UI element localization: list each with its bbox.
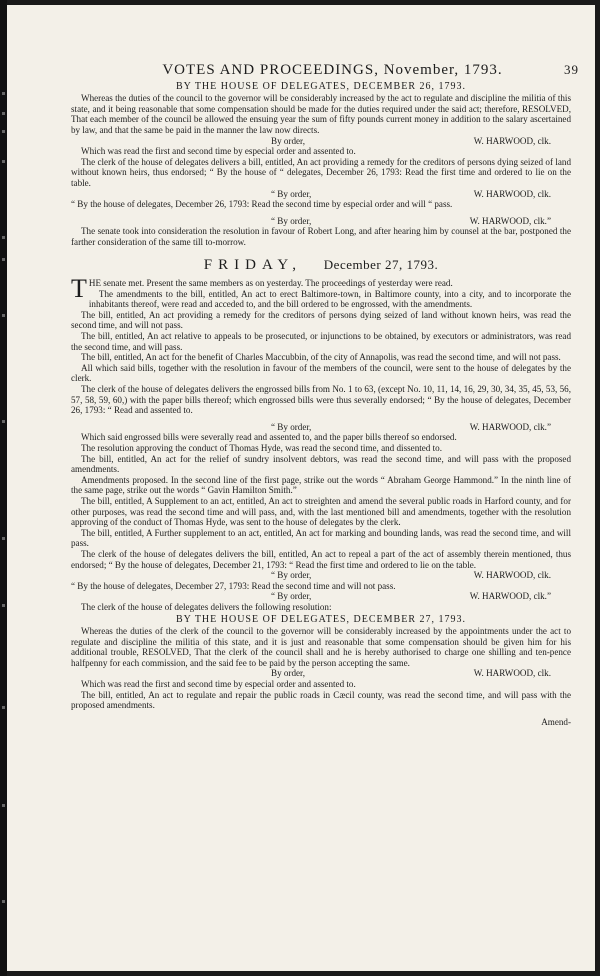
signature-line: [71, 136, 571, 147]
day-date: December 27, 1793.: [323, 256, 439, 272]
paragraph: The senate took into consideration the resolution in favour of Robert Long, and after hearing him by counsel at the bar, postponed the farther consideration of the same till to-morrow.: [71, 226, 571, 247]
signature-line: [71, 591, 571, 602]
paragraph: The resolution approving the conduct of Thomas Hyde, was read the second time, and dissented to.: [81, 443, 442, 453]
paragraph: The clerk of the house of delegates delivers the engrossed bills from No. 1 to 63, (except No. 10, 11, 14, 16, 29, 30, 34, 35, 45, 53, 56, 57, 58, 59, 60,) with the paper bills thereof; which engrossed bills were thus severally endorsed; “ By the house of delegates, December 26, 1793: “ Read and assented to.: [71, 384, 571, 416]
paragraph: “ By the house of delegates, December 27, 1793: Read the second time and will not pass.: [71, 580, 396, 591]
signature-line: [71, 189, 571, 200]
signature-line: [71, 216, 571, 227]
paragraph: Which was read the first and second time by especial order and assented to.: [81, 679, 356, 690]
scan-edge: [0, 0, 7, 976]
paragraph: The bill, entitled, A Further supplement to an act, entitled, An act for marking and bounding lands, was read the second time, and will pass.: [71, 527, 571, 549]
paragraph: The amendments to the bill, entitled, An act to erect Baltimore-town, in Baltimore county, into a city, and to incorporate the inhabitants thereof, were read and acceded to, and the bill ordered to be engrossed, with the amendments.: [88, 288, 571, 310]
sign-right: W. HARWOOD, clk.”: [469, 591, 551, 602]
catchword: Amend-: [541, 716, 571, 727]
running-header: [71, 62, 579, 78]
paragraph: Whereas the duties of the clerk of the council to the governor will be considerably increased by the appointments under the act to regulate and discipline the militia of this state, and it is just and reasonable that some compensation should be given him for his additional trouble, RESOLVED, That the clerk of the council shall and he is hereby authorised to charge one shilling and ten-pence halfpenny for each commission, and the said fee to be paid by the person accepting the same.: [71, 626, 571, 668]
section-heading: BY THE HOUSE OF DELEGATES, DECEMBER 27, 1793.: [175, 613, 466, 625]
sign-left: “ By order,: [271, 215, 312, 226]
paragraph: The clerk of the house of delegates delivers the following resolution:: [81, 601, 332, 612]
sign-left: “ By order,: [271, 421, 312, 432]
sign-left: By order,: [271, 668, 305, 679]
paragraph: All which said bills, together with the resolution in favour of the members of the council, were sent to the house of delegates by the clerk.: [71, 362, 571, 384]
signature-line: [71, 668, 571, 679]
sign-right: W. HARWOOD, clk.: [473, 570, 551, 581]
sign-left: By order,: [271, 135, 305, 146]
signature-line: [71, 422, 571, 433]
paragraph: “ By the house of delegates, December 26, 1793: Read the second time by especial order and will “ pass.: [71, 199, 453, 210]
page-number: 39: [564, 62, 579, 77]
paragraph: The bill, entitled, A Supplement to an act, entitled, An act to streighten and amend the several public roads in Harford county, and for other purposes, was read the second time and will pass, and, with the last mentioned bill and amendments, together with the resolution approving of the conduct of Thomas Hyde, was sent to the house of delegates by the clerk.: [71, 495, 571, 528]
paragraph: The bill, entitled, An act relative to appeals to be prosecuted, or injunctions to be obtained, by executors or administrators, was read the second time, and will pass.: [71, 331, 571, 352]
paragraph: The clerk of the house of delegates delivers the bill, entitled, An act to repeal a part of the act of assembly therein mentioned, thus endorsed; “ By the house of delegates, December 21, 1793: “ Read the first time and ordered to lie on the table.: [71, 548, 571, 570]
sign-left: “ By order,: [271, 570, 312, 581]
drop-cap: T: [71, 274, 87, 304]
paragraph: The clerk of the house of delegates delivers a bill, entitled, An act providing a remedy for the creditors of persons dying seized of land without known heirs, thus endorsed; “ By the house of “ delegates, December 26, 1793: Read the first time and ordered to lie on the table.: [71, 156, 571, 188]
sign-right: W. HARWOOD, clk.: [473, 668, 551, 679]
sign-left: “ By order,: [271, 188, 312, 199]
sign-right: W. HARWOOD, clk.: [473, 188, 551, 199]
paragraph: Whereas the duties of the council to the governor will be considerably increased by the act to regulate and discipline the militia of this state, and it being reasonable that some compensation should be made for the duties required under the said act; therefore, RESOLVED, That each member of the council be allowed the ensuing year the sum of fifty pounds current money in addition to the salary ascertained by law, and that the same be paid in the manner the law now directs.: [71, 93, 571, 135]
paragraph: The bill, entitled, An act for the benefit of Charles Maccubbin, of the city of Annapolis, was read the second time, and will not pass.: [81, 352, 561, 363]
signature-line: [71, 570, 571, 581]
paragraph: Which said engrossed bills were severally read and assented to, and the paper bills thereof so endorsed.: [81, 432, 457, 443]
paragraph: The bill, entitled, An act providing a remedy for the creditors of persons dying seized of land without known heirs, was read the second time, and will not pass.: [71, 309, 571, 331]
sign-left: “ By order,: [271, 591, 312, 602]
paragraph: The bill, entitled, An act for the relief of sundry insolvent debtors, was read the second time, and will pass with the proposed amendments.: [71, 453, 571, 475]
day-heading: [71, 256, 571, 273]
page-content: [71, 62, 579, 727]
running-title: VOTES AND PROCEEDINGS, November, 1793.: [162, 62, 503, 78]
paragraph: The bill, entitled, An act to regulate and repair the public roads in Cæcil county, was read the second time, and will pass with the proposed amendments.: [71, 689, 571, 711]
sign-right: W. HARWOOD, clk.: [473, 135, 551, 146]
document-page: [7, 5, 595, 971]
paragraph: Which was read the first and second time by especial order and assented to.: [81, 146, 356, 157]
sign-right: W. HARWOOD, clk.”: [469, 421, 551, 432]
day-name: FRIDAY,: [203, 256, 303, 273]
paragraph-text: HE senate met. Present the same members as on yesterday. The proceedings of yesterday were read.: [88, 278, 453, 289]
section-heading: BY THE HOUSE OF DELEGATES, DECEMBER 26, 1793.: [175, 80, 466, 92]
sign-right: W. HARWOOD, clk.”: [469, 215, 551, 226]
paragraph: Amendments proposed. In the second line of the first page, strike out the words “ Abraham George Hammond.” In the ninth line of the same page, strike out the words “ Gavin Hamilton Smith.”: [71, 474, 571, 496]
